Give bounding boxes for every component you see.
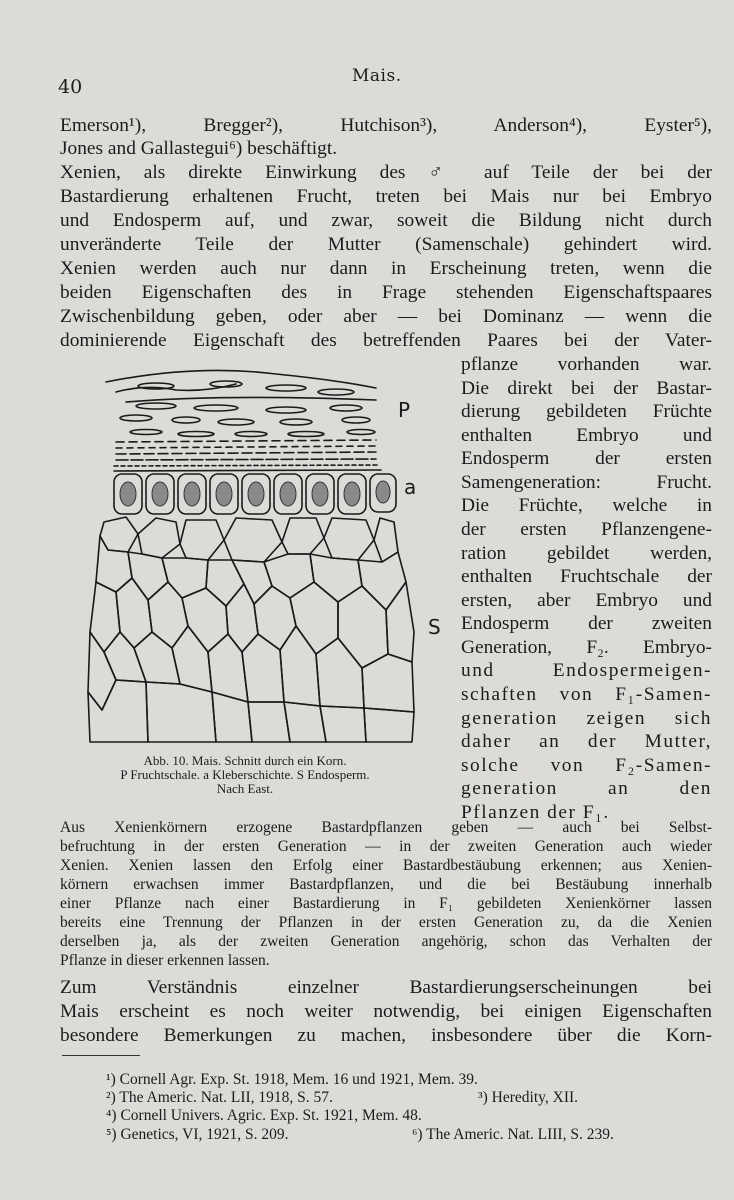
side-line-19: generation an den (461, 778, 712, 799)
side-line-9: ration gebildet werden, (461, 543, 712, 564)
body-line-3: Xenien, als direkte Einwirkung des ♂ auf Teile der bei der (60, 162, 712, 183)
figure-caption-line-1: Abb. 10. Mais. Schnitt durch ein Korn. (143, 753, 347, 768)
label-a: a (404, 475, 417, 499)
footnote-2: ²) The Americ. Nat. LII, 1918, S. 57. (106, 1089, 333, 1106)
side-line-6: Samengeneration: Frucht. (461, 472, 712, 493)
body-line-2: Jones and Gallastegui⁶) beschäftigt. (60, 138, 338, 159)
side-line-4: enthalten Embryo und (461, 425, 712, 446)
small-line-1: Aus Xenienkörnern erzogene Bastardpflanzen geben — auch bei Selbst- (60, 819, 712, 836)
side-line-3: dierung gebildeten Früchte (461, 401, 712, 422)
side-line-2: Die direkt bei der Bastar- (461, 378, 712, 399)
side-line-13: Generation, F₂. Embryo- (461, 637, 712, 658)
body-line-5: und Endosperm auf, und zwar, soweit die Bildung nicht durch (60, 210, 712, 231)
footnote-4: ⁴) Cornell Univers. Agric. Exp. St. 1921, Mem. 48. (106, 1107, 422, 1124)
footnote-1: ¹) Cornell Agr. Exp. St. 1918, Mem. 16 und 1921, Mem. 39. (106, 1071, 478, 1088)
figure-caption-line-2: P Fruchtschale. a Kleberschichte. S Endosperm. (120, 767, 370, 782)
side-line-8: der ersten Pflanzengene- (461, 519, 712, 540)
footnote-5: ⁵) Genetics, VI, 1921, S. 209. (106, 1126, 289, 1143)
body-line-1: Emerson¹), Bregger²), Hutchison³), Anderson⁴), Eyster⁵), (60, 115, 712, 136)
footnote-6: ⁶) The Americ. Nat. LIII, S. 239. (412, 1126, 614, 1143)
running-head: Mais. (352, 66, 402, 86)
page-number: 40 (58, 76, 83, 98)
kernel-section-figure (76, 362, 441, 752)
pericarp-layer (106, 370, 381, 471)
side-line-18: solche von F₂-Samen- (461, 755, 712, 776)
side-line-5: Endosperm der ersten (461, 448, 712, 469)
body-line-6: unveränderte Teile der Mutter (Samenschale) gehindert wird. (60, 234, 712, 255)
small-line-7: derselben ja, als der zweiten Generation angehörig, schon das Verhalten der (60, 933, 712, 950)
small-line-3: Xenien. Xenien lassen den Erfolg einer Bastardbestäubung erkennen; aus Xenien- (60, 857, 712, 874)
side-line-12: Endosperm der zweiten (461, 613, 712, 634)
footnote-3: ³) Heredity, XII. (478, 1089, 579, 1106)
closing-line-3: besondere Bemerkungen zu machen, insbesondere über die Korn- (60, 1025, 712, 1046)
small-line-4: körnern erwachsen immer Bastardpflanzen, und die bei Bestäubung innerhalb (60, 876, 712, 893)
side-line-11: ersten, aber Embryo und (461, 590, 712, 611)
figure-caption-line-3: Nach East. (216, 781, 274, 796)
endosperm-layer (88, 517, 414, 742)
small-line-6: bereits eine Trennung der Pflanzen in der ersten Generation zu, da die Xenien (60, 914, 712, 931)
closing-line-1: Zum Verständnis einzelner Bastardierungserscheinungen bei (60, 977, 712, 998)
small-line-2: befruchtung in der ersten Generation — in der zweiten Generation auch wieder (60, 838, 712, 855)
side-line-7: Die Früchte, welche in (461, 495, 712, 516)
footnote-rule (62, 1055, 140, 1056)
body-line-8: beiden Eigenschaften des in Frage stehenden Eigenschaftspaares (60, 282, 712, 303)
body-line-4: Bastardierung erhaltenen Frucht, treten bei Mais nur bei Embryo (60, 186, 712, 207)
small-line-5: einer Pflanze nach einer Bastardierung in F₁ gebildeten Xenienkörner lassen (60, 895, 712, 912)
label-s: S (428, 615, 441, 639)
small-line-8: Pflanze in dieser erkennen lassen. (60, 952, 270, 969)
body-line-9: Zwischenbildung geben, oder aber — bei Dominanz — wenn die (60, 306, 712, 327)
label-p: P (398, 398, 411, 422)
side-line-14: und Endospermeigen- (461, 660, 712, 681)
side-line-17: daher an der Mutter, (461, 731, 712, 752)
side-line-15: schaften von F₁-Samen- (461, 684, 712, 705)
closing-line-2: Mais erscheint es noch weiter notwendig, bei einigen Eigenschaften (60, 1001, 712, 1022)
side-line-1: pflanze vorhanden war. (461, 354, 712, 375)
side-line-10: enthalten Fruchtschale der (461, 566, 712, 587)
aleurone-layer (114, 474, 396, 514)
side-line-16: generation zeigen sich (461, 708, 712, 729)
body-line-10: dominierende Eigenschaft des betreffenden Paares bei der Vater- (60, 330, 712, 351)
side-line-20: Pflanzen der F₁. (461, 802, 610, 823)
body-line-7: Xenien werden auch nur dann in Erscheinung treten, wenn die (60, 258, 712, 279)
